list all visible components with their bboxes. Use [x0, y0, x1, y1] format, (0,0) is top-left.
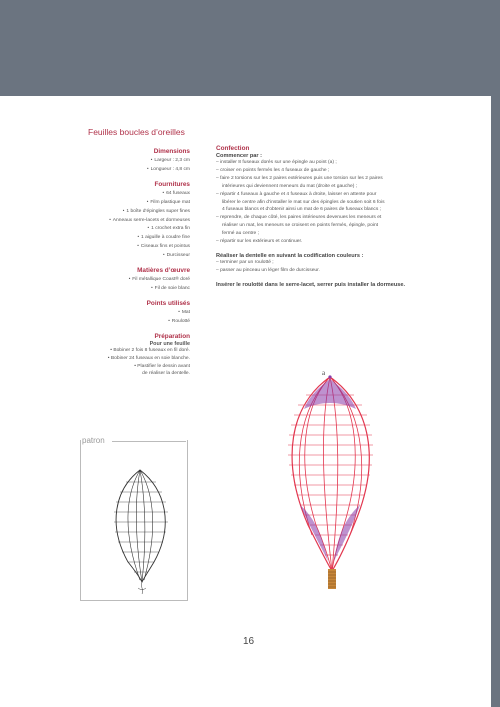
list-item: • Bobiner 24 fuseaux en soie blanche. — [107, 355, 190, 361]
fournitures-heading: Fournitures — [154, 180, 190, 188]
page-number: 16 — [243, 636, 255, 647]
right-band — [491, 96, 500, 707]
step-line: – terminer par un roulotté ; — [216, 259, 274, 265]
step-line: – croiser en points fermés les 4 fuseaux de gauche ; — [216, 167, 330, 173]
list-item: • Plastifier le dessin avant — [134, 363, 190, 369]
points-heading: Points utilisés — [146, 299, 190, 307]
left-column — [60, 141, 190, 378]
lace-leaf-diagram — [270, 365, 390, 595]
step-line: réaliser un mat, les meneurs se croisent en points fermés, épingle, point — [222, 223, 379, 229]
list-item: • 1 crochet extra fin — [147, 225, 190, 232]
list-item: • Ciseaux fins et pointus — [137, 243, 190, 250]
list-item: • Fil métallique Coast® doré — [128, 276, 190, 283]
list-item: • 1 aiguille à coudre fine — [137, 234, 190, 241]
step-line: – reprendre, de chaque côté, les paires intérieures devenues les meneurs et — [216, 215, 382, 221]
confection-heading: Confection — [216, 145, 250, 152]
list-item: • Longueur : 4,8 cm — [147, 165, 190, 172]
step-line: libérer le centre afin d’installer le mat sur des épingles de soutien soit 6 fois — [222, 199, 385, 205]
confection-subheading: Commencer par : — [216, 153, 263, 159]
step-line: – passer au pinceau un léger film de durcisseur. — [216, 267, 320, 273]
preparation-heading: Préparation — [154, 332, 190, 340]
preparation-list — [60, 347, 190, 379]
list-item: • Mat — [178, 308, 190, 315]
patron-leaf-diagram — [100, 464, 180, 599]
matieres-list — [60, 275, 190, 293]
dimensions-heading: Dimensions — [153, 148, 190, 155]
step-line: – installer 8 fuseaux dorés sur une épingle au point (a) ; — [216, 160, 337, 165]
patron-label: patron — [82, 436, 105, 445]
step-line: – faire 2 torsions sur les 2 paires extérieures puis une torsion sur les 2 paires — [216, 175, 383, 181]
step-line: – répartir 4 fuseaux à gauche et 4 fuseaux à droite, laisser en attente pour — [216, 191, 377, 197]
list-item: • Film plastique mat — [146, 198, 190, 205]
dimensions-list — [60, 156, 190, 174]
list-item: • Anneaux serre-lacets et dormeuses — [109, 216, 190, 223]
list-item: • Durcisseur — [163, 252, 190, 259]
list-item: • 64 fuseaux — [162, 189, 190, 196]
list-item: • 1 boîte d’épingles super fines — [122, 207, 190, 214]
codification-heading: Réaliser la dentelle en suivant la codification couleurs : — [216, 252, 364, 259]
step-line: – répartir sur les extérieurs et continuer. — [216, 239, 303, 245]
right-column — [216, 145, 481, 288]
list-item: • Bobiner 2 fois 8 fuseaux en fil doré. — [110, 347, 190, 353]
fournitures-list — [60, 189, 190, 260]
points-list — [60, 308, 190, 326]
confection-steps — [216, 159, 481, 246]
final-instruction: Insérer le roulotté dans le serre-lacet, serrer puis installer la dormeuse. — [216, 281, 406, 288]
list-item: • Roulotté — [168, 317, 190, 324]
step-line: intérieures qui deviennent meneurs du mat (droite et gauche) ; — [222, 183, 358, 189]
preparation-subheading: Pour une feuille — [149, 340, 190, 347]
top-band — [0, 0, 500, 96]
list-item: • Largeur : 2,3 cm — [150, 157, 190, 163]
list-item: • Fil de soie blanc — [151, 284, 190, 291]
page-title: Feuilles boucles d’oreilles — [88, 127, 185, 137]
point-a-label: a — [322, 369, 326, 377]
list-item: de réaliser la dentelle. — [142, 371, 190, 377]
matieres-heading: Matières d’œuvre — [137, 267, 190, 275]
step-line: fermé au centre ; — [222, 231, 259, 237]
step-line: 4 fuseaux blancs et d’obtenir ainsi un mat de 6 paires de fuseaux blancs ; — [222, 207, 382, 213]
